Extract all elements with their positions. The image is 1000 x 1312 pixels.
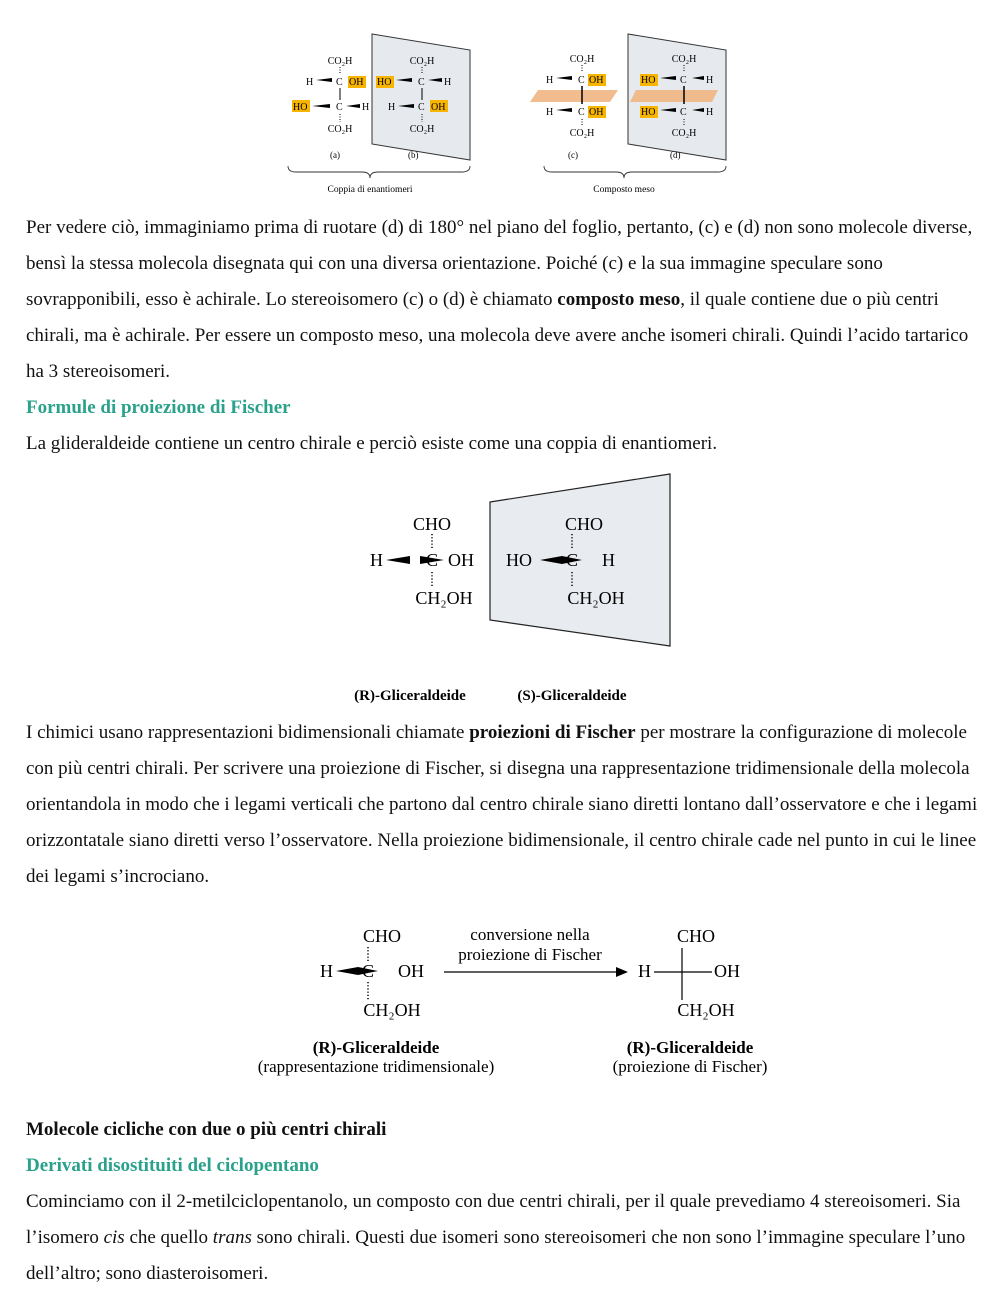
mirror-plane-b bbox=[372, 34, 470, 160]
co2h-bottom: CO₂H bbox=[569, 128, 595, 139]
right-sublabel: (proiezione di Fischer) bbox=[612, 1057, 768, 1076]
fischer-conversion-figure bbox=[230, 920, 790, 1080]
arrow-label-line2: proiezione di Fischer bbox=[458, 945, 602, 964]
co2h-bottom: CO₂H bbox=[327, 124, 353, 135]
carbon-1: C bbox=[578, 75, 585, 86]
h-left: H bbox=[320, 961, 333, 981]
oh-right: OH bbox=[589, 107, 604, 118]
ch2oh-bottom: CH₂OH bbox=[363, 1000, 421, 1020]
oh-right: OH bbox=[431, 102, 446, 113]
h-left: H bbox=[546, 107, 554, 118]
h-right: H bbox=[602, 550, 615, 570]
section-heading-ciclopentano: Derivati disostituiti del ciclopentano bbox=[26, 1155, 319, 1176]
h-right: H bbox=[706, 75, 714, 86]
right-label: (R)-Gliceraldeide bbox=[626, 1038, 754, 1057]
ho-left: HO bbox=[377, 77, 392, 88]
h-left: H bbox=[370, 550, 383, 570]
section-heading-cicliche: Molecole cicliche con due o più centri chirali bbox=[26, 1119, 387, 1140]
ho-left: HO bbox=[641, 107, 656, 118]
text-segment: Per vedere ciò, immaginiamo prima di ruotare (d) di 180° nel piano del foglio, pertanto, (c) e (d) non sono molecole diverse, bensì la stessa molecola disegnata qui con una diversa orientazione. Poiché (c) e la sua immagine speculare sono sovrapponibili, esso è achirale. Lo stereoisomero (c) o (d) è chiamato bbox=[26, 217, 973, 310]
h-left: H bbox=[388, 102, 396, 113]
co2h-top: CO₂H bbox=[327, 56, 353, 67]
ho-left: HO bbox=[293, 102, 308, 113]
symmetry-plane-c bbox=[530, 90, 618, 102]
paragraph-meso bbox=[26, 210, 981, 390]
oh-right: OH bbox=[448, 550, 474, 570]
ho-left: HO bbox=[506, 550, 532, 570]
brace-right bbox=[544, 166, 726, 178]
carbon-1: C bbox=[680, 75, 687, 86]
section-heading-fischer: Formule di proiezione di Fischer bbox=[26, 397, 291, 418]
co2h-bottom: CO₂H bbox=[671, 128, 697, 139]
h-right: H bbox=[362, 102, 370, 113]
carbon-1: C bbox=[336, 77, 343, 88]
carbon-2: C bbox=[578, 107, 585, 118]
ch2oh-bottom: CH₂OH bbox=[415, 588, 473, 608]
co2h-top: CO₂H bbox=[409, 56, 435, 67]
r-glyceraldehyde-3d bbox=[370, 514, 474, 608]
h-left: H bbox=[546, 75, 554, 86]
text-segment: per mostrare la configurazione di molecole con più centri chirali. Per scrivere una proiezione di Fischer, si disegna una rappresentazione tridimensionale della molecola orientandola in modo che i legami verticali che partono dal centro chirale siano diretti lontano dall’osservatore e che i legami orizzontatale siano diretti verso l’osservatore. Nella proiezione bidimensionale, il centro chirale cade nel punto in cui le linee dei legami s’incrociano. bbox=[26, 722, 978, 887]
ch2oh-bottom: CH₂OH bbox=[567, 588, 625, 608]
oh-right: OH bbox=[589, 75, 604, 86]
carbon-2: C bbox=[680, 107, 687, 118]
glyceraldehyde-mirror-figure bbox=[340, 470, 680, 710]
left-label: (R)-Gliceraldeide bbox=[312, 1038, 440, 1057]
caption-meso: Composto meso bbox=[593, 185, 655, 195]
bold-term: proiezioni di Fischer bbox=[469, 722, 636, 743]
bold-term: composto meso bbox=[557, 289, 681, 310]
italic-term: trans bbox=[212, 1227, 252, 1248]
paragraph-fischer bbox=[26, 715, 981, 895]
h-right: H bbox=[444, 77, 452, 88]
co2h-top: CO₂H bbox=[569, 54, 595, 65]
oh-right: OH bbox=[349, 77, 364, 88]
symmetry-plane-d bbox=[630, 90, 718, 102]
text-segment: sono chirali. Questi due isomeri sono stereoisomeri che non sono l’immagine speculare l’uno dell’altro; sono diasteroisomeri. bbox=[26, 1227, 966, 1284]
cho-top: CHO bbox=[564, 514, 604, 534]
h-left: H bbox=[638, 961, 651, 981]
molecule-c bbox=[546, 54, 606, 160]
label-c: (c) bbox=[568, 150, 578, 160]
co2h-top: CO₂H bbox=[671, 54, 697, 65]
cho-top: CHO bbox=[412, 514, 452, 534]
paragraph-gliceraldeide: La glideraldeide contiene un centro chirale e perciò esiste come una coppia di enantiomeri. bbox=[26, 433, 718, 454]
text-segment: , il quale contiene due o più centri chirali, ma è achirale. Per essere un composto meso, una molecola deve avere anche isomeri chirali. Quindi l’acido tartarico ha 3 stereoisomeri. bbox=[26, 289, 969, 382]
r-glyceraldehyde-3d bbox=[320, 926, 424, 1020]
ch2oh-bottom: CH₂OH bbox=[677, 1000, 735, 1020]
oh-right: OH bbox=[714, 961, 740, 981]
cho-top: CHO bbox=[362, 926, 402, 946]
label-d: (d) bbox=[670, 150, 681, 160]
co2h-bottom: CO₂H bbox=[409, 124, 435, 135]
arrow-label-line1: conversione nella bbox=[470, 925, 590, 944]
label-s: (S)-Gliceraldeide bbox=[517, 688, 627, 704]
molecule-a bbox=[292, 56, 369, 160]
h-right: H bbox=[706, 107, 714, 118]
r-glyceraldehyde-fischer bbox=[638, 926, 740, 1020]
brace-left bbox=[288, 166, 470, 178]
carbon-2: C bbox=[336, 102, 343, 113]
carbon-1: C bbox=[418, 77, 425, 88]
paragraph-metilciclopentanolo bbox=[26, 1184, 981, 1292]
ho-left: HO bbox=[641, 75, 656, 86]
cho-top: CHO bbox=[676, 926, 716, 946]
oh-right: OH bbox=[398, 961, 424, 981]
label-r: (R)-Gliceraldeide bbox=[354, 688, 466, 704]
italic-term: cis bbox=[103, 1227, 125, 1248]
text-segment: che quello bbox=[124, 1227, 213, 1248]
caption-enantiomers: Coppia di enantiomeri bbox=[327, 185, 413, 195]
carbon-2: C bbox=[418, 102, 425, 113]
label-b: (b) bbox=[408, 150, 419, 160]
h-left: H bbox=[306, 77, 314, 88]
left-sublabel: (rappresentazione tridimensionale) bbox=[257, 1057, 495, 1076]
label-a: (a) bbox=[330, 150, 340, 160]
tartaric-acid-figure bbox=[280, 30, 740, 198]
text-segment: Cominciamo con il 2-metilciclopentanolo, un composto con due centri chirali, per il quale prevediamo 4 stereoisomeri. Sia l’isomero bbox=[26, 1191, 961, 1248]
text-segment: I chimici usano rappresentazioni bidimensionali chiamate bbox=[26, 722, 470, 743]
